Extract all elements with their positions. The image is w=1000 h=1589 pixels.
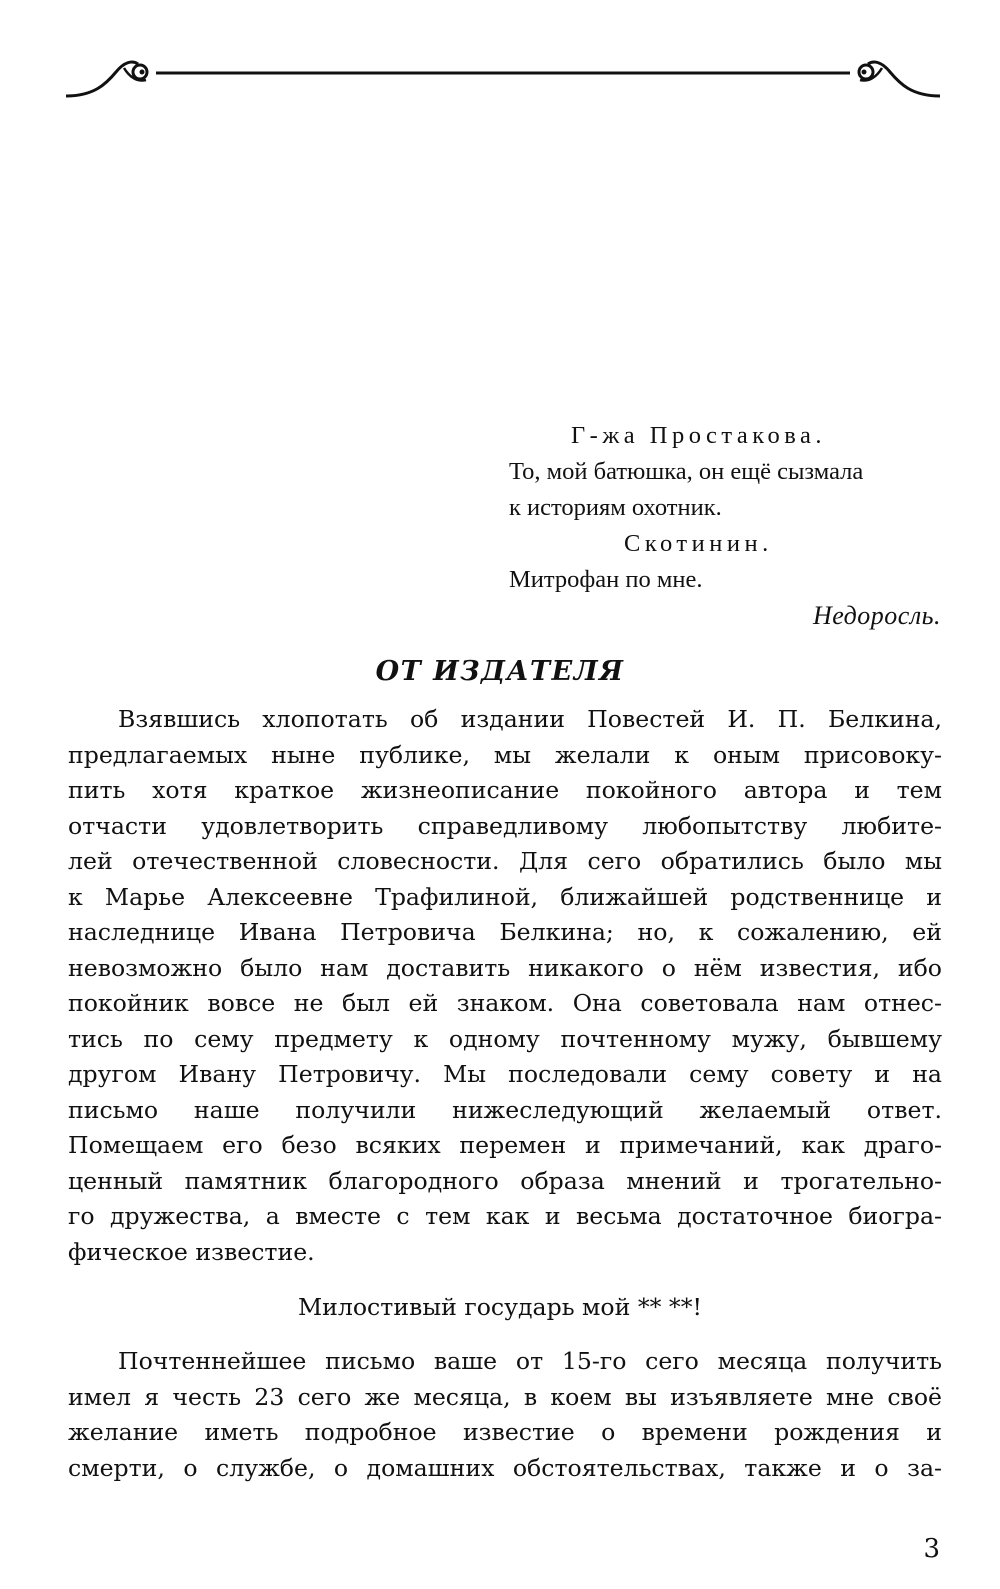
text-line: Взявшись хлопотать об издании Повестей И. П. Белкина, — [118, 705, 942, 733]
text-line: наследнице Ивана Петровича Белкина; но, к сожалению, ей — [68, 918, 942, 946]
page-number: 3 — [923, 1534, 940, 1564]
text-line: смерти, о службе, о домашних обстоятельствах, также и о за- — [68, 1453, 942, 1482]
epigraph-line: Митрофан по мне. — [509, 566, 703, 593]
text-line: невозможно было нам доставить никакого о нём известия, ибо — [68, 953, 942, 982]
text-line: го дружества, а вместе с тем как и весьма достаточное биогра- — [68, 1202, 942, 1230]
text-line: отчасти удовлетворить справедливому любопытству любите- — [68, 811, 942, 840]
epigraph-line: к историям охотник. — [509, 494, 722, 521]
text-line: другом Ивану Петровичу. Мы последовали сему совету и на — [68, 1060, 942, 1088]
letter-salutation: Милостивый государь мой ** **! — [297, 1293, 702, 1321]
text-line: лей отечественной словесности. Для сего обратились было мы — [68, 847, 942, 875]
text-line: желание иметь подробное известие о времени рождения и — [68, 1418, 942, 1446]
text-line: к Марье Алексеевне Трафилиной, ближайшей родственнице и — [68, 882, 942, 911]
text-line: тись по сему предмету к одному почтенному мужу, бывшему — [68, 1024, 942, 1053]
epigraph — [509, 418, 941, 634]
epigraph-speaker-prostakova: Г-жа Простакова. — [571, 422, 826, 449]
epigraph-source: Недоросль. — [812, 601, 941, 630]
text-line: письмо наше получили нижеследующий желаемый ответ. — [68, 1095, 942, 1124]
text-line: предлагаемых ныне публике, мы желали к оным присовоку- — [68, 740, 942, 769]
text-line: Помещаем его безо всяких перемен и примечаний, как драго- — [68, 1131, 942, 1159]
text-line: фическое известие. — [68, 1237, 315, 1266]
letter-paragraph — [68, 1344, 942, 1486]
text-line: покойник вовсе не был ей знаком. Она советовала нам отнес- — [68, 989, 942, 1017]
epigraph-speaker-skotinin: Скотинин. — [624, 530, 773, 557]
epigraph-line: То, мой батюшка, он ещё сызмала — [509, 458, 864, 485]
text-line: пить хотя краткое жизнеописание покойного автора и тем — [68, 776, 942, 804]
text-line: имел я честь 23 сего же месяца, в коем вы изъявляете мне своё — [68, 1382, 942, 1411]
text-line: Почтеннейшее письмо ваше от 15-го сего месяца получить — [118, 1347, 942, 1375]
section-heading: ОТ ИЗДАТЕЛЯ — [375, 656, 625, 687]
preface-paragraph — [68, 702, 942, 1270]
text-line: ценный памятник благородного образа мнений и трогательно- — [68, 1166, 942, 1195]
header-ornament — [64, 46, 942, 106]
